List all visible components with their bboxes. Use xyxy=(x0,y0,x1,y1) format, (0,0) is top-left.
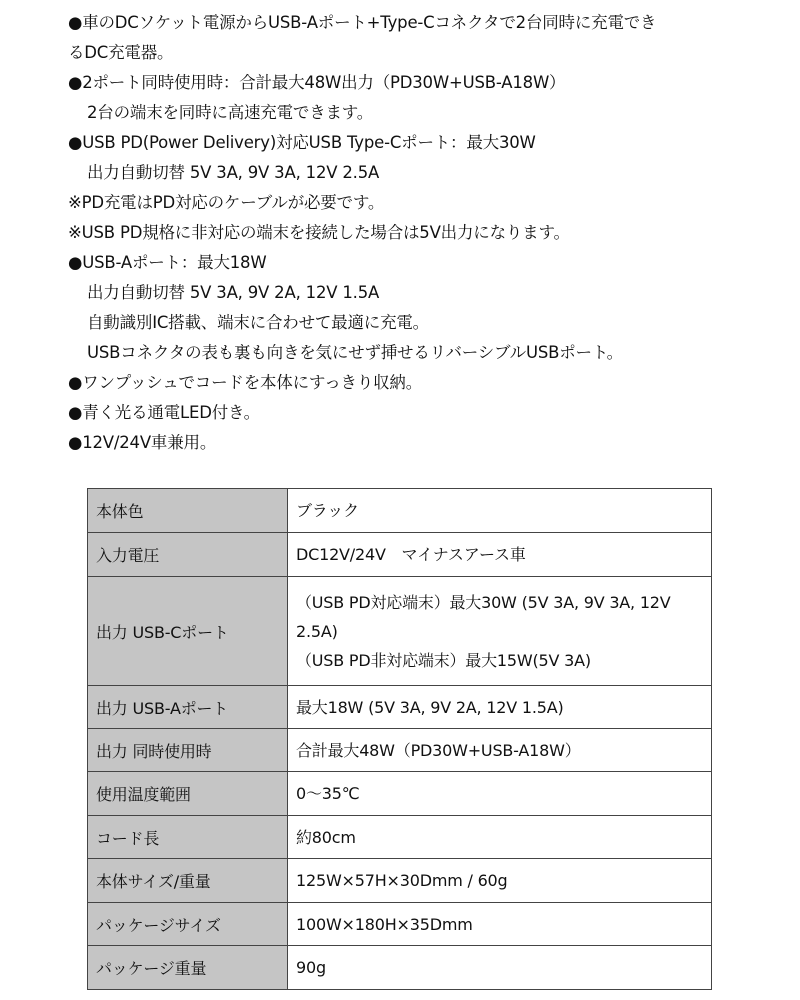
spec-value xyxy=(288,946,712,990)
spec-value-line: （USB PD対応端末）最大30W (5V 3A, 9V 3A, 12V xyxy=(296,592,671,612)
feature-line: ●車のDCソケット電源からUSB-Aポート+Type-Cコネクタで2台同時に充電でき xyxy=(68,13,657,32)
spec-value xyxy=(288,577,712,686)
spec-row xyxy=(88,686,712,729)
spec-value xyxy=(288,903,712,946)
spec-label: コード長 xyxy=(88,816,288,859)
spec-row xyxy=(88,729,712,772)
spec-value-line: DC12V/24V マイナスアース車 xyxy=(296,545,526,564)
spec-table-body xyxy=(88,489,712,990)
spec-row xyxy=(88,533,712,577)
spec-label: 出力 USB-Aポート xyxy=(88,686,288,729)
spec-row xyxy=(88,489,712,533)
spec-row xyxy=(88,859,712,903)
spec-value-line: 90g xyxy=(296,958,326,977)
spec-value xyxy=(288,489,712,533)
spec-value-line: 最大18W (5V 3A, 9V 2A, 12V 1.5A) xyxy=(296,697,564,717)
feature-line: ●2ポート同時使用時：合計最大48W出力（PD30W+USB-A18W） xyxy=(68,73,566,92)
spec-row xyxy=(88,903,712,946)
feature-line: 出力自動切替 5V 3A, 9V 3A, 12V 2.5A xyxy=(87,163,380,182)
spec-label: パッケージ重量 xyxy=(88,946,288,990)
spec-value-line: 2.5A) xyxy=(296,621,338,641)
spec-label: 本体色 xyxy=(88,489,288,533)
spec-value xyxy=(288,729,712,772)
feature-line: ※PD充電はPD対応のケーブルが必要です。 xyxy=(68,193,385,212)
spec-value-line: 合計最大48W（PD30W+USB-A18W） xyxy=(296,740,581,760)
spec-value-line: ブラック xyxy=(296,501,359,520)
feature-line: ●12V/24V車兼用。 xyxy=(68,433,217,452)
spec-row xyxy=(88,577,712,686)
spec-label: 出力 同時使用時 xyxy=(88,729,288,772)
spec-value xyxy=(288,533,712,577)
feature-line: 2台の端末を同時に高速充電できます。 xyxy=(87,103,374,122)
feature-line: USBコネクタの表も裏も向きを気にせず挿せるリバーシブルUSBポート。 xyxy=(87,343,623,362)
feature-line: 自動識別IC搭載、端末に合わせて最適に充電。 xyxy=(87,313,429,332)
feature-list xyxy=(68,8,788,458)
spec-value-line: 125W×57H×30Dmm / 60g xyxy=(296,871,508,890)
spec-label: 本体サイズ/重量 xyxy=(88,859,288,903)
spec-value xyxy=(288,772,712,816)
spec-row xyxy=(88,816,712,859)
spec-row xyxy=(88,946,712,990)
spec-value-line: 約80cm xyxy=(296,827,356,847)
spec-label: パッケージサイズ xyxy=(88,903,288,946)
feature-line: 出力自動切替 5V 3A, 9V 2A, 12V 1.5A xyxy=(87,283,380,302)
feature-line: ●USB-Aポート：最大18W xyxy=(68,253,267,272)
spec-label: 使用温度範囲 xyxy=(88,772,288,816)
spec-value xyxy=(288,816,712,859)
feature-line: ●ワンプッシュでコードを本体にすっきり収納。 xyxy=(68,373,423,392)
spec-table xyxy=(87,488,712,990)
spec-value-line: 100W×180H×35Dmm xyxy=(296,914,473,934)
feature-line: ※USB PD規格に非対応の端末を接続した場合は5V出力になります。 xyxy=(68,223,570,242)
spec-value xyxy=(288,859,712,903)
feature-line: ●青く光る通電LED付き。 xyxy=(68,403,260,422)
spec-value xyxy=(288,686,712,729)
spec-value-line: 0〜35℃ xyxy=(296,784,360,803)
spec-label: 出力 USB-Cポート xyxy=(88,577,288,686)
spec-row xyxy=(88,772,712,816)
spec-label: 入力電圧 xyxy=(88,533,288,577)
feature-line: ●USB PD(Power Delivery)対応USB Type-Cポート：最大30W xyxy=(68,133,536,152)
spec-value-line: （USB PD非対応端末）最大15W(5V 3A) xyxy=(296,650,591,670)
feature-line: るDC充電器。 xyxy=(68,43,174,62)
